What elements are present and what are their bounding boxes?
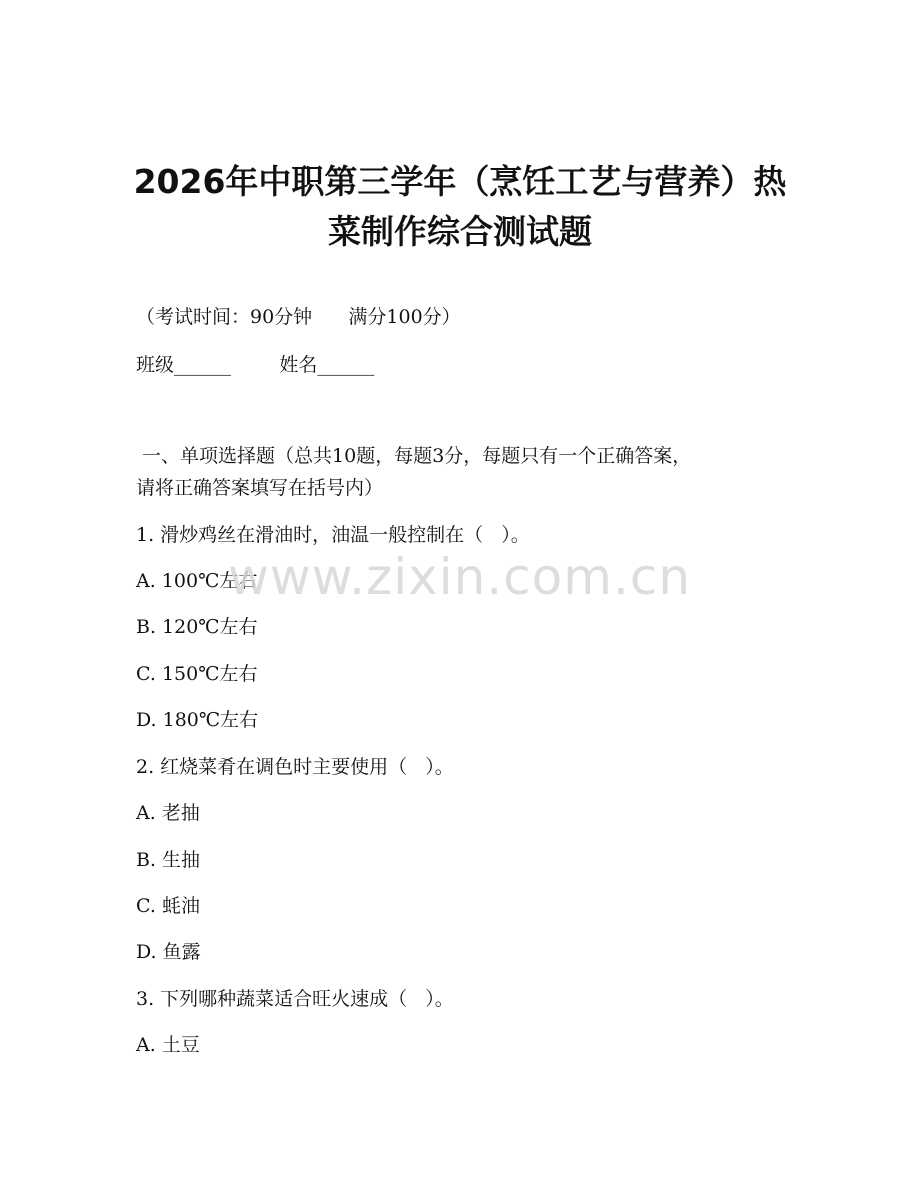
question-2-option-d: D. 鱼露 (136, 941, 201, 963)
question-1-option-d: D. 180℃左右 (136, 709, 259, 731)
question-1-stem: 1. 滑炒鸡丝在滑油时，油温一般控制在（ ）。 (136, 524, 530, 546)
document-title-line2: 菜制作综合测试题 (328, 212, 592, 251)
question-1-option-c: C. 150℃左右 (136, 663, 258, 685)
question-3-stem: 3. 下列哪种蔬菜适合旺火速成（ ）。 (136, 988, 454, 1010)
section-heading-line1: 一、单项选择题（总共10题，每题3分，每题只有一个正确答案， (136, 445, 692, 467)
student-fields: 班级______ 姓名______ (136, 354, 375, 376)
watermark: www.zixin.com.cn (228, 548, 692, 606)
question-2-option-c: C. 蚝油 (136, 895, 200, 917)
question-1-option-a: A. 100℃左右 (136, 570, 258, 592)
question-2-stem: 2. 红烧菜肴在调色时主要使用（ ）。 (136, 756, 454, 778)
question-2-option-b: B. 生抽 (136, 849, 201, 871)
exam-info: （考试时间：90分钟 满分100分） (136, 306, 461, 328)
document-title-line1: 2026年中职第三学年（烹饪工艺与营养）热 (133, 162, 787, 201)
question-2-option-a: A. 老抽 (136, 802, 200, 824)
section-heading-line2: 请将正确答案填写在括号内） (136, 477, 384, 499)
question-3-option-a: A. 土豆 (136, 1034, 200, 1056)
question-1-option-b: B. 120℃左右 (136, 616, 258, 638)
